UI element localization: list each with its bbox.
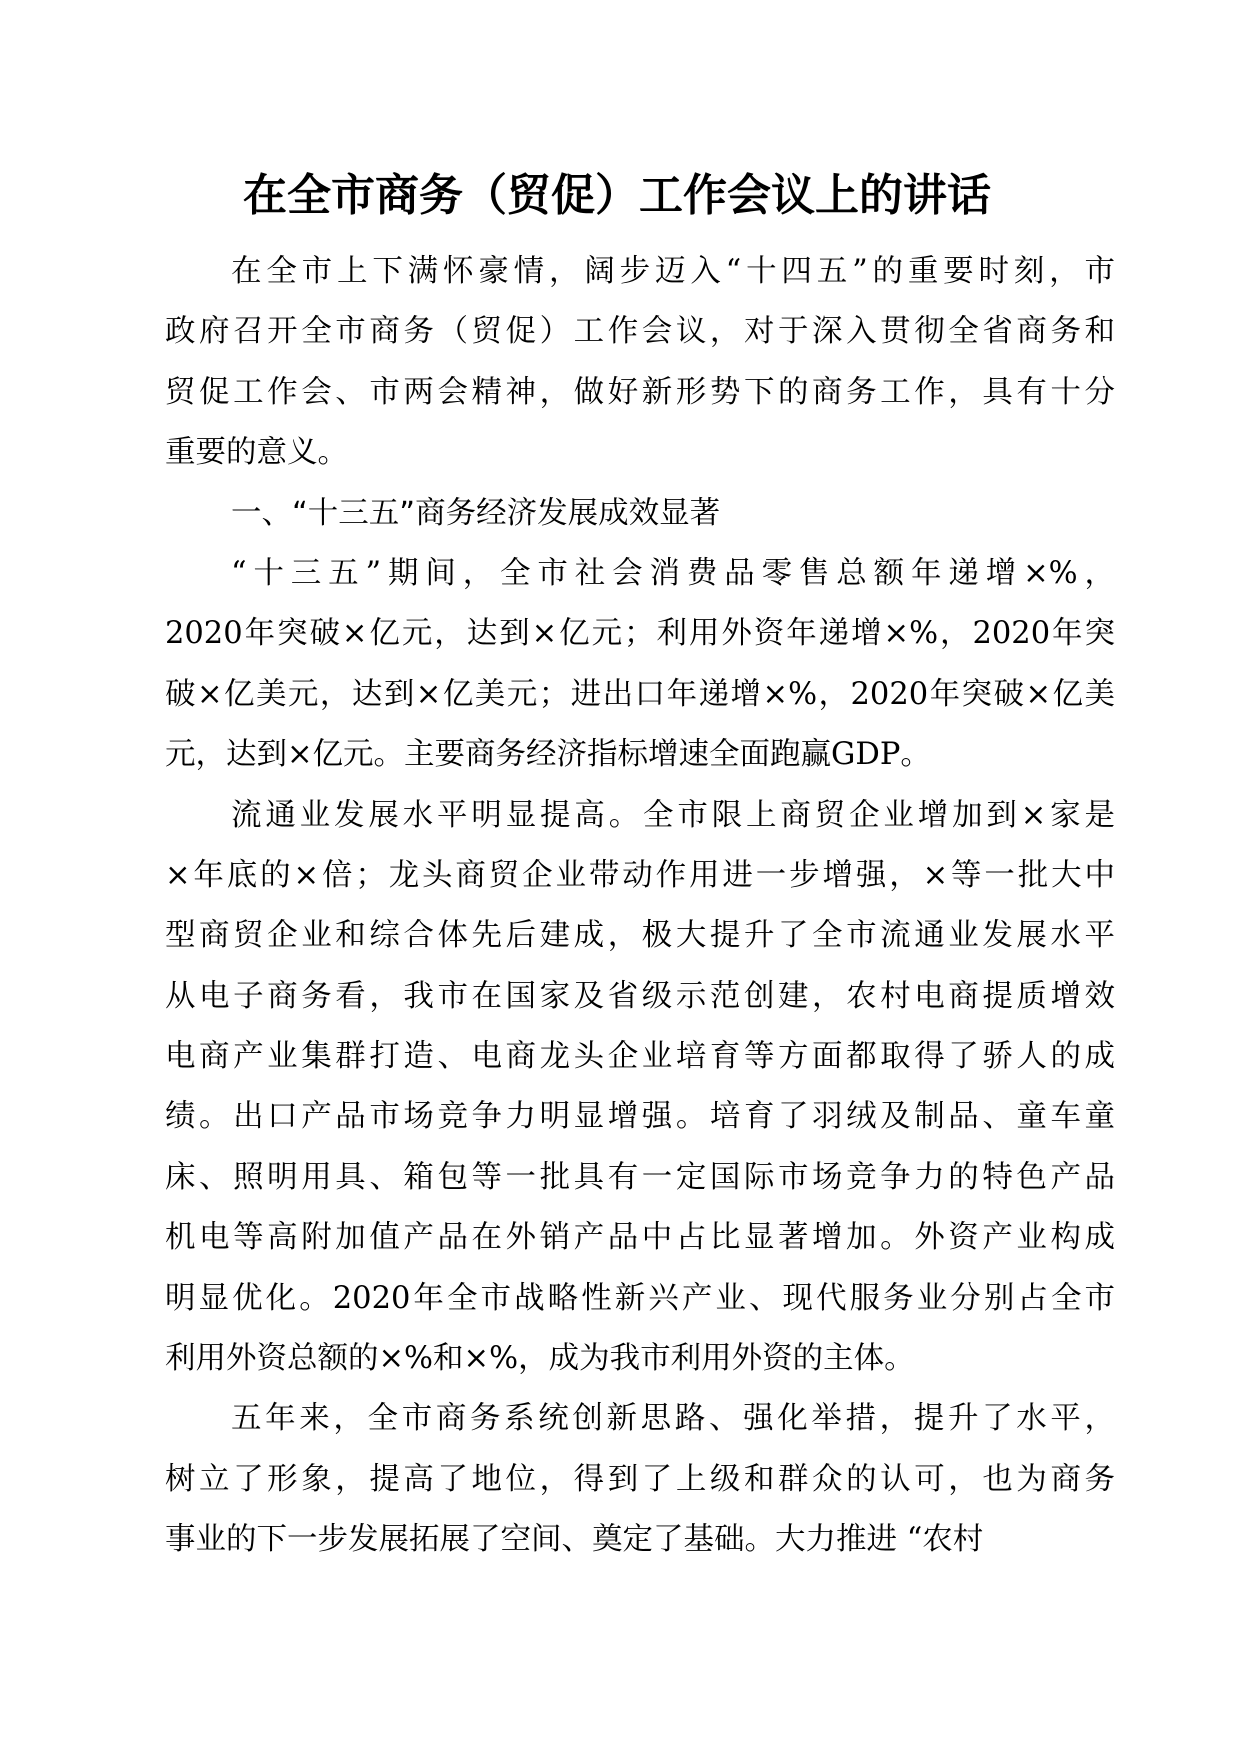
paragraph-line: 事业的下一步发展拓展了空间、奠定了基础。大力推进 “农村 <box>165 1522 984 1558</box>
paragraph-line: 机电等高附加值产品在外销产品中占比显著增加。外资产业构成 <box>165 1220 1115 1256</box>
document-body <box>165 242 1115 1571</box>
paragraph-line: 在全市上下满怀豪情，阔步迈入“十四五”的重要时刻，市 <box>231 254 1115 289</box>
paragraph-line: 绩。出口产品市场竞争力明显增强。培育了羽绒及制品、童车童 <box>165 1099 1115 1135</box>
paragraph-line: 树立了形象，提高了地位，得到了上级和群众的认可，也为商务 <box>165 1461 1115 1497</box>
paragraph-line: “十三五”期间，全市社会消费品零售总额年递增×%， <box>231 555 1115 591</box>
paragraph-line: 五年来，全市商务系统创新思路、强化举措，提升了水平， <box>231 1401 1115 1437</box>
paragraph-line: 从电子商务看，我市在国家及省级示范创建，农村电商提质增效 <box>165 978 1115 1014</box>
paragraph-line: 流通业发展水平明显提高。全市限上商贸企业增加到×家是 <box>231 797 1115 833</box>
paragraph-line: 破×亿美元，达到×亿美元；进出口年递增×%，2020年突破×亿美 <box>165 676 1115 712</box>
section-heading: 一、“十三五”商务经济发展成效显著 <box>231 495 721 531</box>
paragraph-line: 电商产业集群打造、电商龙头企业培育等方面都取得了骄人的成 <box>165 1039 1115 1075</box>
paragraph-line: 元，达到×亿元。主要商务经济指标增速全面跑赢GDP。 <box>165 737 931 773</box>
paragraph-line: 利用外资总额的×%和×%，成为我市利用外资的主体。 <box>165 1341 915 1377</box>
paragraph-line: 型商贸企业和综合体先后建成，极大提升了全市流通业发展水平 <box>165 918 1115 954</box>
paragraph-line: 2020年突破×亿元，达到×亿元；利用外资年递增×%，2020年突 <box>165 616 1115 652</box>
document-title: 在全市商务（贸促）工作会议上的讲话 <box>243 170 991 221</box>
paragraph-line: ×年底的×倍；龙头商贸企业带动作用进一步增强，×等一批大中 <box>165 857 1115 893</box>
paragraph-line: 贸促工作会、市两会精神，做好新形势下的商务工作，具有十分 <box>165 374 1115 410</box>
paragraph-line: 明显优化。2020年全市战略性新兴产业、现代服务业分别占全市 <box>165 1280 1115 1316</box>
paragraph-line: 政府召开全市商务（贸促）工作会议，对于深入贯彻全省商务和 <box>165 314 1115 350</box>
paragraph-line: 重要的意义。 <box>165 435 348 471</box>
paragraph-line: 床、照明用具、箱包等一批具有一定国际市场竞争力的特色产品 <box>165 1159 1115 1195</box>
